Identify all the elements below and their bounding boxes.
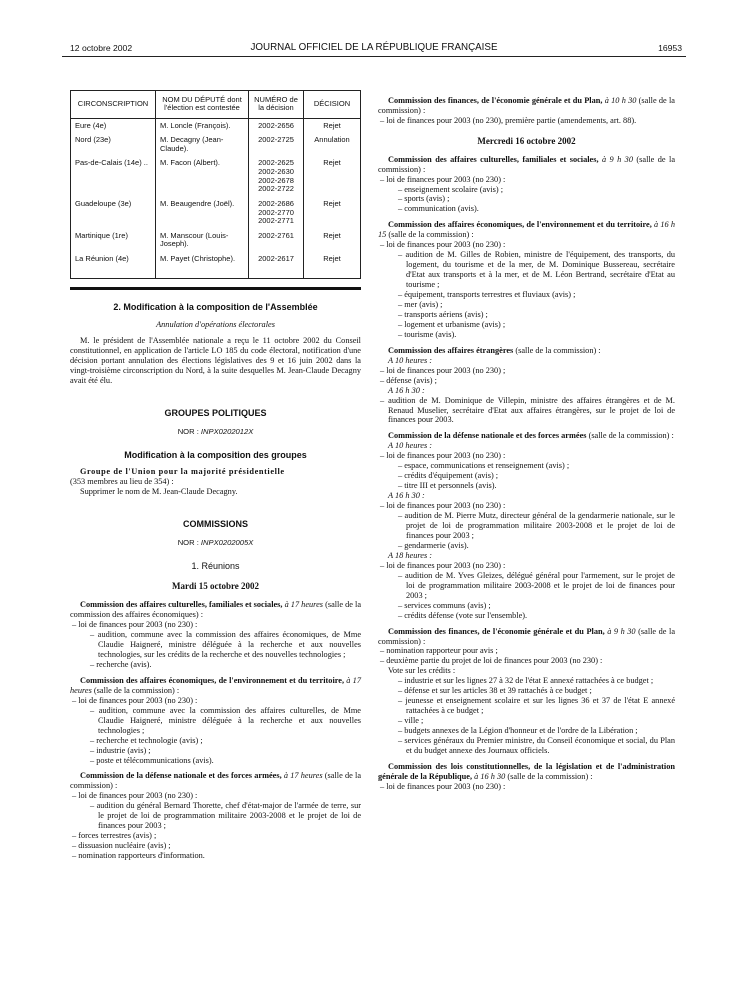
list-item: – audition de M. Gilles de Robien, ministre de l'équipement, des transports, du logement, du tourisme et de la mer, de M. Dominique Bussereau, secrétaire d'Etat aux transports et à la mer, et de M. Léon Bertrand, secrétaire d'Etat au tourisme ;	[398, 250, 675, 290]
list-item: – loi de finances pour 2003 (no 230) :	[72, 620, 198, 630]
time-slot	[378, 491, 675, 501]
time-slot-label: A 16 h 30 :	[388, 385, 425, 395]
commission-entry	[70, 676, 361, 696]
list-item: – nomination rapporteur pour avis ;	[380, 646, 498, 656]
list-item: – recherche (avis).	[90, 659, 152, 669]
list-item: – loi de finances pour 2003 (no 230) :	[380, 560, 506, 570]
table-row	[71, 229, 361, 252]
list-item: – titre III et personnels (avis).	[398, 481, 497, 491]
list-item: – budgets annexes de la Légion d'honneur et de l'ordre de la Libération ;	[398, 726, 638, 736]
commission-time: à 9 h 30	[601, 154, 633, 164]
list-item: – services communs (avis) ;	[398, 600, 491, 610]
cell-nom: M. Decagny (Jean-Claude).	[156, 133, 249, 156]
section2-paragraph: M. le président de l'Assemblée nationale a reçu le 11 octobre 2002 du Conseil constitutionnel, en application de l'article LO 185 du code électoral, notification d'une décision portant annulation des élections législatives des 9 et 16 juin 2002 dans la vingt-troisième circonscription du Nord, à la suite desquelles M. Jean-Claude Decagny avait été élu.	[70, 336, 361, 386]
list-item: – loi de finances pour 2003 (no 230) :	[380, 451, 506, 461]
list-item: – loi de finances pour 2003 (no 230) :	[380, 781, 506, 791]
list-item: – audition de M. Pierre Mutz, directeur général de la gendarmerie nationale, sur le projet de loi de programmation militaire 2003-2008 et le projet de loi de finances pour 2003 ;	[398, 511, 675, 540]
col-header-decision: DÉCISION	[304, 91, 361, 119]
section2-subtitle: Annulation d'opérations électorales	[156, 320, 275, 330]
cell-decision: Rejet	[304, 252, 361, 278]
list-item: – industrie (avis) ;	[90, 745, 151, 755]
commission-name: Commission des finances, de l'économie générale et du Plan,	[388, 626, 605, 636]
time-slot-label: A 10 heures :	[388, 441, 433, 451]
commission-place: (salle de la commission) :	[388, 230, 474, 240]
list-item: – logement et urbanisme (avis) ;	[398, 319, 506, 329]
groupes-modification-title: Modification à la composition des groupes	[124, 450, 307, 461]
table-row	[71, 197, 361, 229]
cell-decision: Rejet	[304, 197, 361, 229]
list-item: – industrie et sur les lignes 27 à 32 de l'état E annexé rattachées à ce budget ;	[398, 676, 654, 686]
list-item: – enseignement scolaire (avis) ;	[398, 184, 504, 194]
page-header	[62, 40, 686, 57]
col-header-nom: NOM DU DÉPUTÉ dont l'élection est contestée	[156, 91, 249, 119]
list-item: – communication (avis).	[398, 204, 479, 214]
groupes-nor	[70, 427, 361, 436]
cell-nom: M. Loncle (François).	[156, 118, 249, 133]
list-item: – gendarmerie (avis).	[398, 540, 469, 550]
time-slot	[378, 441, 675, 451]
commission-name: Commission de la défense nationale et des forces armées	[388, 431, 587, 441]
col-header-circonscription: CIRCONSCRIPTION	[71, 91, 156, 119]
nor-code: INPX0202012X	[200, 426, 254, 436]
list-item: – loi de finances pour 2003 (no 230) :	[380, 240, 506, 250]
list-item: – ville ;	[398, 716, 424, 726]
time-slot	[378, 356, 675, 366]
commissions-nor	[70, 538, 361, 547]
cell-numero: 2002-2686 2002-2770 2002-2771	[249, 197, 304, 229]
commission-place: (salle de la commission des affaires économiques) :	[70, 600, 362, 620]
list-item: – loi de finances pour 2003 (no 230) ;	[380, 365, 506, 375]
cell-nom: M. Facon (Albert).	[156, 156, 249, 197]
vote-label: Vote sur les crédits :	[388, 666, 456, 676]
list-item: – recherche et technologie (avis) ;	[90, 735, 203, 745]
list-item: – audition, commune avec la commission des affaires économiques, de Mme Claudie Haigneré, ministre déléguée à la recherche et aux nouvelles technologies, sur les crédits de la recherche et des nouvelles technologies ;	[90, 630, 361, 659]
time-slot	[378, 551, 675, 561]
group-remove-text: Supprimer le nom de M. Jean-Claude Decagny.	[80, 486, 238, 496]
date-mercredi: Mercredi 16 octobre 2002	[477, 135, 576, 146]
list-item: – jeunesse et enseignement scolaire et sur les lignes 36 et 37 de l'état E annexé rattachées à ce budget ;	[398, 696, 675, 716]
time-slot	[378, 386, 675, 396]
list-item: – audition, commune avec la commission des affaires culturelles, de Mme Claudie Haigneré, ministre déléguée à la recherche et aux nouvelles technologies ;	[90, 705, 361, 735]
groupes-title: GROUPES POLITIQUES	[164, 408, 267, 419]
time-slot-label: A 10 heures :	[388, 355, 433, 365]
commission-place: (salle de la commission) :	[93, 685, 180, 695]
commission-time: à 17 heures	[283, 771, 323, 781]
table-header-row	[71, 91, 361, 119]
left-column	[70, 62, 361, 861]
list-item: – loi de finances pour 2003 (no 230) :	[380, 174, 506, 184]
header-date: 12 octobre 2002	[70, 43, 133, 53]
commission-time: à 10 h 30	[604, 96, 637, 105]
commission-entry	[70, 771, 361, 791]
list-item: – loi de finances pour 2003 (no 230) :	[72, 695, 198, 705]
col-header-numero: NUMÉRO de la décision	[249, 91, 304, 119]
commission-entry	[378, 346, 675, 356]
list-item: – dissuasion nucléaire (avis) ;	[72, 841, 171, 851]
list-item: – défense et sur les articles 38 et 39 rattachés à ce budget ;	[398, 686, 592, 696]
list-item: – audition du général Bernard Thorette, chef d'état-major de l'armée de terre, sur le projet de loi de programmation militaire 2003-2008 et le projet de loi de finances pour 2003 ;	[90, 801, 361, 831]
commission-place: (salle de la commission) :	[378, 626, 676, 646]
commission-entry	[378, 220, 675, 240]
commission-place: (salle de la commission) :	[378, 154, 676, 174]
list-item: – loi de finances pour 2003 (no 230) :	[72, 791, 198, 801]
list-item: – services généraux du Premier ministre, du Conseil économique et social, du Plan et du budget annexe des Journaux officiels.	[398, 736, 675, 755]
list-item: – mer (avis) ;	[398, 300, 443, 309]
list-item: – audition de M. Dominique de Villepin, ministre des affaires étrangères et de M. Renaud Muselier, secrétaire d'Etat aux affaires étrangères, sur le projet de loi de finances pour 2003.	[380, 395, 675, 425]
commission-name: Commission de la défense nationale et des forces armées,	[80, 771, 282, 781]
cell-numero: 2002-2725	[249, 133, 304, 156]
list-item: – sports (avis) ;	[398, 194, 450, 204]
cell-circonscription: Nord (23e)	[75, 135, 111, 145]
list-item: – espace, communications et renseignement (avis) ;	[398, 461, 570, 471]
commission-entry	[378, 627, 675, 647]
group-members: (353 membres au lieu de 354) :	[70, 476, 174, 486]
cell-numero: 2002-2625 2002-2630 2002-2678 2002-2722	[249, 156, 304, 197]
table-row	[71, 118, 361, 133]
list-item: – transports aériens (avis) ;	[398, 309, 488, 319]
right-column	[378, 96, 675, 792]
commission-name: Commission des finances, de l'économie générale et du Plan,	[388, 96, 603, 105]
list-item: – loi de finances pour 2003 (no 230), première partie (amendements, art. 88).	[380, 115, 637, 125]
commission-name: Commission des lois constitutionnelles, de la législation et de l'administration générale de la République,	[378, 761, 675, 781]
table-row	[71, 156, 361, 197]
commission-place: (salle de la commission) :	[507, 771, 593, 781]
commission-name: Commission des affaires économiques, de l'environnement et du territoire,	[80, 675, 345, 685]
list-item: – crédits d'équipement (avis) ;	[398, 471, 499, 481]
list-item: – nomination rapporteurs d'information.	[72, 851, 205, 861]
commission-time: à 9 h 30	[607, 626, 636, 636]
table-row	[71, 133, 361, 156]
time-slot-label: A 16 h 30 :	[388, 491, 425, 501]
date-mardi: Mardi 15 octobre 2002	[171, 581, 260, 592]
list-item: – deuxième partie du projet de loi de finances pour 2003 (no 230) :	[380, 656, 603, 666]
cell-circonscription: La Réunion (4e)	[75, 254, 129, 263]
list-item: – forces terrestres (avis) ;	[72, 831, 157, 841]
commission-time: à 16 h 30	[474, 771, 506, 781]
cell-circonscription: Eure (4e)	[75, 120, 107, 130]
cell-numero: 2002-2761	[249, 229, 304, 252]
commission-time: à 17 heures	[70, 675, 361, 695]
commission-time: à 17 heures	[284, 600, 323, 610]
header-title: JOURNAL OFFICIEL DE LA RÉPUBLIQUE FRANÇAISE	[250, 42, 498, 53]
election-results-table	[70, 90, 361, 279]
list-item: – équipement, transports terrestres et fluviaux (avis) ;	[398, 290, 576, 300]
reunions-title: 1. Réunions	[191, 560, 240, 571]
list-item: – poste et télécommunications (avis).	[90, 755, 214, 765]
list-item: – défense (avis) ;	[380, 375, 437, 385]
header-page-number: 16953	[658, 43, 682, 53]
list-item: – loi de finances pour 2003 (no 230) :	[380, 501, 506, 511]
commission-entry	[378, 431, 675, 441]
commission-name: Commission des affaires économiques, de l'environnement et du territoire,	[388, 220, 652, 230]
cell-numero: 2002-2617	[249, 252, 304, 278]
commission-name: Commission des affaires culturelles, familiales et sociales,	[80, 600, 283, 610]
cell-nom: M. Beaugendre (Joël).	[156, 197, 249, 229]
list-item: – crédits défense (vote sur l'ensemble).	[398, 610, 528, 620]
commission-entry	[378, 762, 675, 782]
cell-nom: M. Payet (Christophe).	[156, 252, 249, 278]
commission-time: à 16 h 15	[378, 220, 676, 240]
cell-circonscription: Pas-de-Calais (14e) ..	[75, 158, 148, 168]
commission-place: (salle de la commission) :	[515, 345, 601, 355]
commission-place: (salle de la commission) :	[70, 771, 362, 791]
nor-code: INPX0202005X	[200, 537, 254, 547]
commission-place: (salle de la commission) :	[588, 431, 674, 441]
commission-entry	[70, 600, 361, 620]
commission-entry	[378, 155, 675, 175]
cell-numero: 2002-2656	[249, 118, 304, 133]
group-name: Groupe de l'Union pour la majorité présidentielle	[80, 466, 285, 476]
time-slot-label: A 18 heures :	[388, 550, 433, 560]
commission-place: (salle de la commission) :	[378, 96, 675, 115]
table-row	[71, 252, 361, 278]
commission-name: Commission des affaires culturelles, familiales et sociales,	[388, 154, 599, 164]
cell-decision: Rejet	[304, 118, 361, 133]
section2-title: 2. Modification à la composition de l'Assemblée	[113, 301, 318, 312]
cell-decision: Rejet	[304, 229, 361, 252]
nor-label: NOR :	[177, 426, 201, 436]
cell-circonscription: Guadeloupe (3e)	[75, 198, 132, 208]
list-item: – audition de M. Yves Gleizes, délégué général pour l'armement, sur le projet de loi de programmation militaire 2003-2008 et le projet de loi de finances pour 2003 ;	[398, 570, 675, 600]
nor-label: NOR :	[177, 537, 201, 547]
section-divider	[70, 287, 361, 290]
cell-decision: Rejet	[304, 156, 361, 197]
commission-entry	[378, 96, 675, 116]
cell-nom: M. Manscour (Louis-Joseph).	[156, 229, 249, 252]
cell-decision: Annulation	[304, 133, 361, 156]
list-item: – tourisme (avis).	[398, 329, 457, 339]
commissions-title: COMMISSIONS	[182, 518, 248, 529]
cell-circonscription: Martinique (1re)	[75, 230, 128, 240]
commission-name: Commission des affaires étrangères	[388, 345, 514, 355]
